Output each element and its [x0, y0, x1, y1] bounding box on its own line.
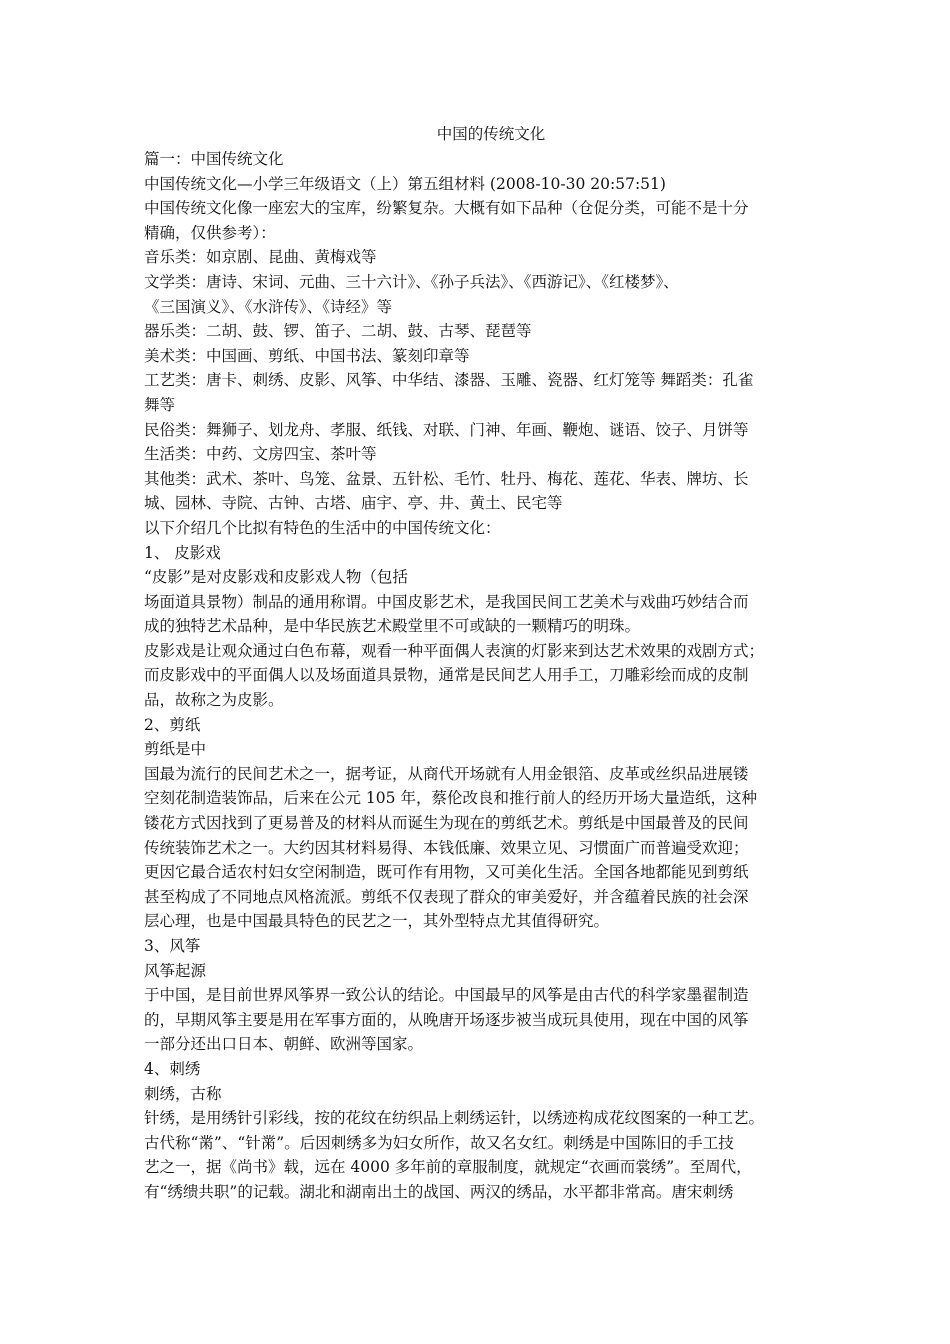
text-line: 成的独特艺术品种，是中华民族艺术殿堂里不可或缺的一颗精巧的明珠。: [144, 617, 641, 636]
text-line: 更因它最合适农村妇女空闲制造，既可作有用物，又可美化生活。全国各地都能见到剪纸: [144, 863, 749, 882]
text-line: 器乐类：二胡、鼓、锣、笛子、二胡、鼓、古琴、琵琶等: [144, 322, 532, 341]
text-line: 美术类：中国画、剪纸、中国书法、篆刻印章等: [144, 346, 470, 365]
document-page: [144, 122, 824, 1205]
text-line: 国最为流行的民间艺术之一，据考证，从商代开场就有人用金银箔、皮革或丝织品进展镂: [144, 764, 749, 783]
text-line: 而皮影戏中的平面偶人以及场面道具景物，通常是民间艺人用手工，刀雕彩绘而成的皮制: [144, 666, 749, 685]
text-line: 《三国演义》、《水浒传》、《诗经》等: [144, 297, 393, 316]
text-line: 传统装饰艺术之一。大约因其材料易得、本钱低廉、效果立见、习惯面广而普遍受欢迎；: [144, 838, 749, 857]
text-line: 风筝起源: [144, 961, 207, 980]
text-line: 针绣，是用绣针引彩线，按的花纹在纺织品上刺绣运针，以绣迹构成花纹图案的一种工艺。: [144, 1109, 765, 1128]
text-line: “皮影”是对皮影戏和皮影戏人物（包括: [144, 568, 408, 587]
text-line: 剪纸是中: [144, 740, 207, 759]
text-line: 城、园林、寺院、古钟、古塔、庙宇、亭、井、黄土、民宅等: [144, 494, 563, 513]
text-line: 刺绣，古称: [144, 1084, 222, 1103]
text-line: 文学类：唐诗、宋词、元曲、三十六计》、《孙子兵法》、《西游记》、《红楼梦》、: [144, 272, 679, 291]
text-line: 品，故称之为皮影。: [144, 691, 284, 710]
text-line: 精确，仅供参考）：: [144, 223, 276, 242]
text-line: 工艺类：唐卡、刺绣、皮影、风筝、中华结、漆器、玉雕、瓷器、红灯笼等 舞蹈类：孔雀: [144, 371, 754, 390]
document-body: [144, 147, 824, 1205]
text-line: 甚至构成了不同地点风格流派。剪纸不仅表现了群众的审美爱好，并含蕴着民族的社会深: [144, 887, 749, 906]
text-line: 艺之一，据《尚书》载，远在 4000 多年前的章服制度，就规定“衣画而裳绣”。至周代，: [144, 1158, 752, 1177]
text-line: 民俗类：舞狮子、划龙舟、孝服、纸钱、对联、门神、年画、鞭炮、谜语、饺子、月饼等: [144, 420, 749, 439]
text-line: 于中国，是目前世界风筝界一致公认的结论。中国最早的风筝是由古代的科学家墨翟制造: [144, 986, 749, 1005]
text-line: 以下介绍几个比拟有特色的生活中的中国传统文化：: [144, 518, 501, 537]
text-line: 有“绣缋共职”的记载。湖北和湖南出土的战国、两汉的绣品，水平都非常高。唐宋刺绣: [144, 1182, 734, 1201]
text-line: 镂花方式因找到了更易普及的材料从而诞生为现在的剪纸艺术。剪纸是中国最普及的民间: [144, 814, 749, 833]
text-line: 舞等: [144, 395, 176, 414]
text-line: 1、 皮影戏: [144, 543, 221, 562]
text-line: 的，早期风筝主要是用在军事方面的，从晚唐开场逐步被当成玩具使用，现在中国的风筝: [144, 1010, 749, 1029]
text-line: 4、刺绣: [144, 1059, 201, 1078]
text-line: 层心理，也是中国最具特色的民艺之一，其外型特点尤其值得研究。: [144, 912, 610, 931]
document-title: 中国的传统文化: [436, 125, 546, 143]
text-line: 篇一：中国传统文化: [144, 150, 284, 168]
text-line: 一部分还出口日本、朝鲜、欧洲等国家。: [144, 1035, 424, 1054]
text-line: 皮影戏是让观众通过白色布幕，观看一种平面偶人表演的灯影来到达艺术效果的戏剧方式；: [144, 641, 765, 660]
text-line: 中国传统文化像一座宏大的宝库，纷繁复杂。大概有如下品种（仓促分类，可能不是十分: [144, 199, 749, 218]
text-line: 中国传统文化—小学三年级语文（上）第五组材料 (2008-10-30 20:57:51): [144, 174, 666, 193]
text-line: 空刻花制造装饰品，后来在公元 105 年，蔡伦改良和推行前人的经历开场大量造纸，这种: [144, 789, 757, 808]
text-line: 2、剪纸: [144, 715, 201, 734]
text-line: 生活类：中药、文房四宝、茶叶等: [144, 445, 377, 464]
text-line: 音乐类：如京剧、昆曲、黄梅戏等: [144, 248, 377, 267]
text-line: 3、风筝: [144, 937, 201, 955]
text-line: 场面道具景物）制品的通用称谓。中国皮影艺术，是我国民间工艺美术与戏曲巧妙结合而: [144, 592, 749, 611]
text-line: 古代称“黹”、“针黹”。后因刺绣多为妇女所作，故又名女红。刺绣是中国陈旧的手工技: [144, 1133, 734, 1152]
text-line: 其他类：武术、茶叶、鸟笼、盆景、五针松、毛竹、牡丹、梅花、莲花、华表、牌坊、长: [144, 469, 749, 488]
